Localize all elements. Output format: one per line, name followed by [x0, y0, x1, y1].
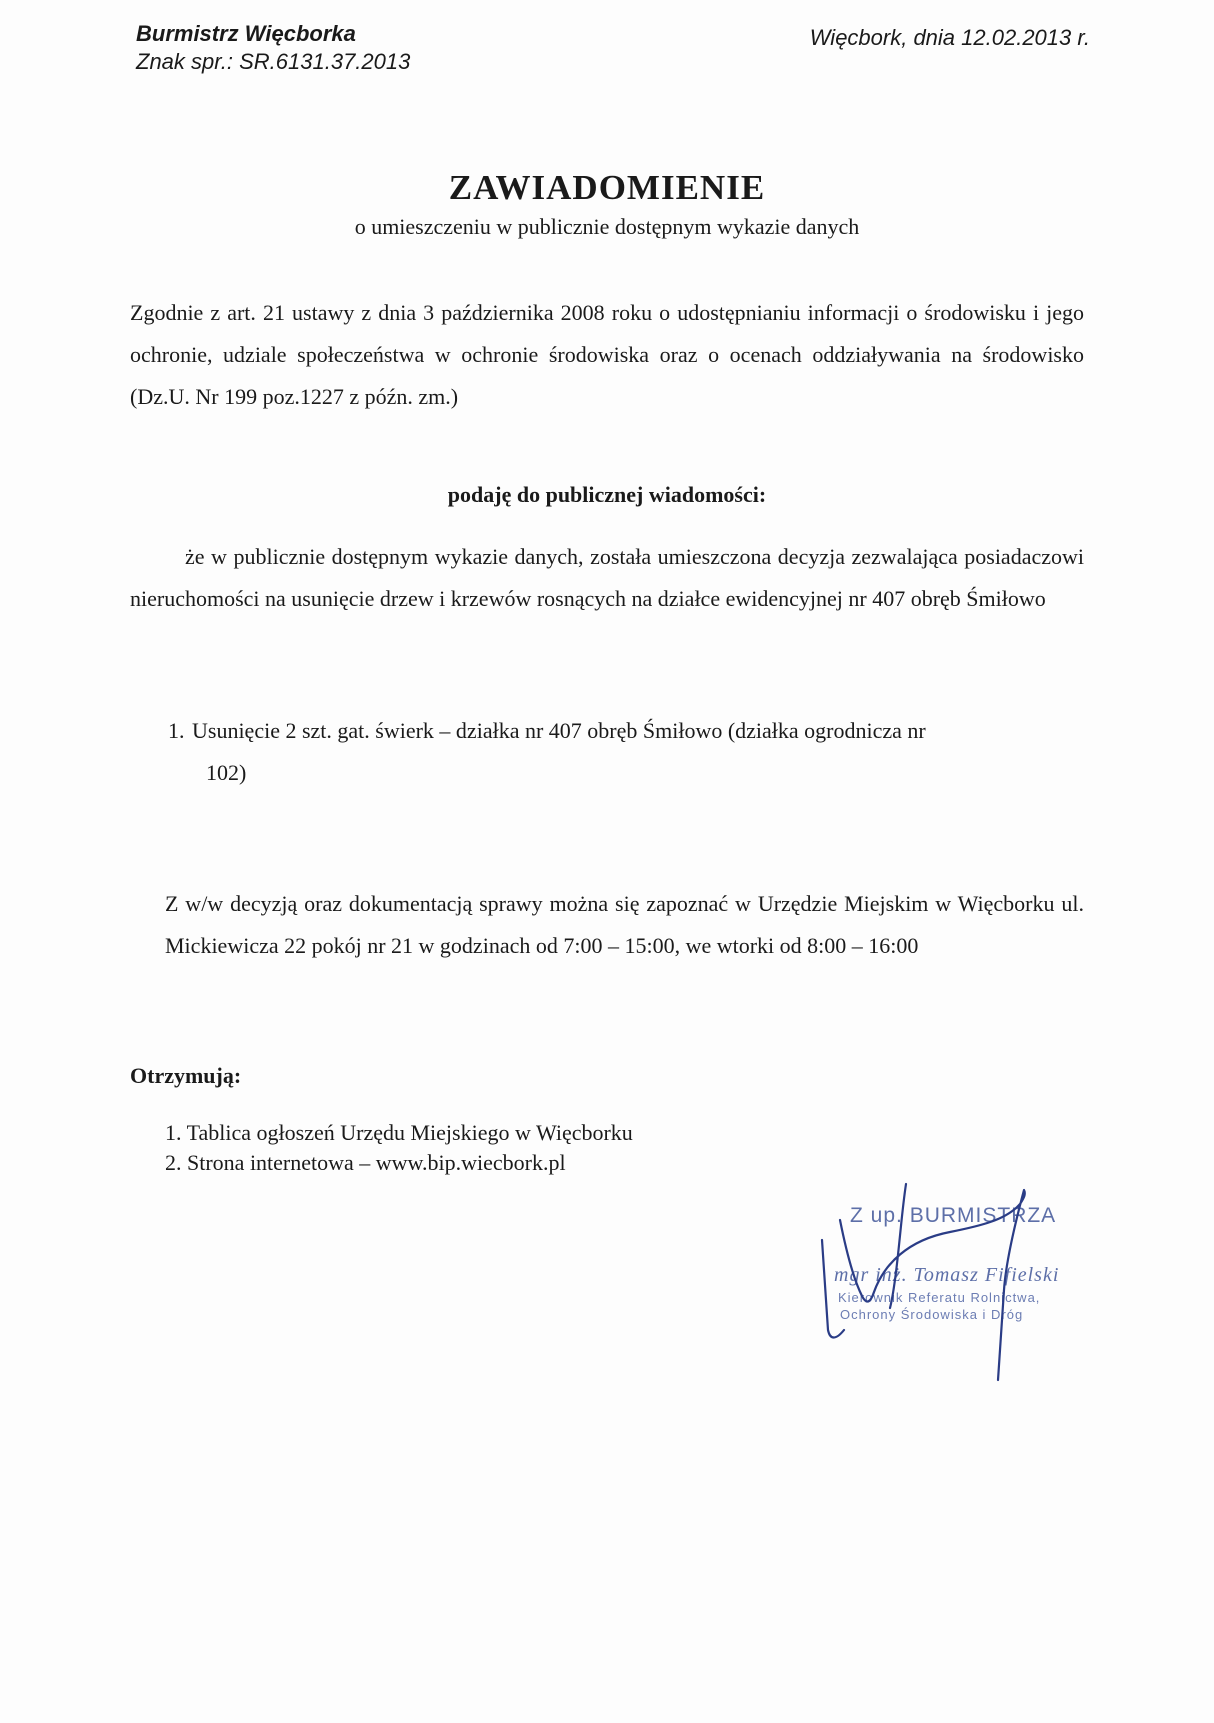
recipients-heading: Otrzymują:	[130, 1063, 242, 1088]
recipients-list	[165, 1118, 633, 1178]
stamp-signatory: mgr inż. Tomasz Fifielski	[834, 1264, 1060, 1286]
document-subtitle: o umieszczeniu w publicznie dostępnym wykazie danych	[354, 214, 860, 239]
legal-basis-paragraph: Zgodnie z art. 21 ustawy z dnia 3 października 2008 roku o udostępnianiu informacji o środowisku i jego ochronie, udziale społeczeństwa w ochronie środowiska oraz o ocenach oddziaływania na środowisko (Dz.U. Nr 199 poz.1227 z późn. zm.)	[130, 300, 1084, 409]
announcement-heading: podaję do publicznej wiadomości:	[447, 482, 767, 507]
recipient-item: 2. Strona internetowa – www.bip.wiecbork.pl	[165, 1150, 566, 1175]
issuer-name: Burmistrz Więcborka	[136, 21, 356, 46]
case-reference: Znak spr.: SR.6131.37.2013	[136, 49, 411, 74]
handwritten-signature	[820, 1180, 1100, 1400]
recipient-item: 1. Tablica ogłoszeń Urzędu Miejskiego w Więcborku	[165, 1120, 633, 1145]
list-item-text-continued: 102)	[206, 760, 247, 785]
list-item-number: 1.	[168, 718, 185, 743]
list-item	[168, 710, 1084, 794]
document-title: ZAWIADOMIENIE	[448, 168, 766, 207]
place-and-date: Więcbork, dnia 12.02.2013 r.	[809, 25, 1090, 50]
decision-paragraph: że w publicznie dostępnym wykazie danych, została umieszczona decyzja zezwalająca posiadaczowi nieruchomości na usunięcie drzew i krzewów rosnących na działce ewidencyjnej nr 407 obręb Śmiłowo	[130, 544, 1084, 611]
list-item-text: Usunięcie 2 szt. gat. świerk – działka nr 407 obręb Śmiłowo (działka ogrodnicza nr	[192, 718, 926, 743]
stamp-position: Kierownik Referatu Rolnictwa,	[838, 1290, 1041, 1305]
access-info-paragraph: Z w/w decyzją oraz dokumentacją sprawy można się zapoznać w Urzędzie Miejskim w Więcborku ul. Mickiewicza 22 pokój nr 21 w godzinach od 7:00 – 15:00, we wtorki od 8:00 – 16:00	[165, 891, 1084, 958]
letterhead	[136, 20, 410, 76]
stamp-department: Ochrony Środowiska i Dróg	[840, 1307, 1024, 1322]
stamp-authority: Z up. BURMISTRZA	[850, 1204, 1057, 1227]
